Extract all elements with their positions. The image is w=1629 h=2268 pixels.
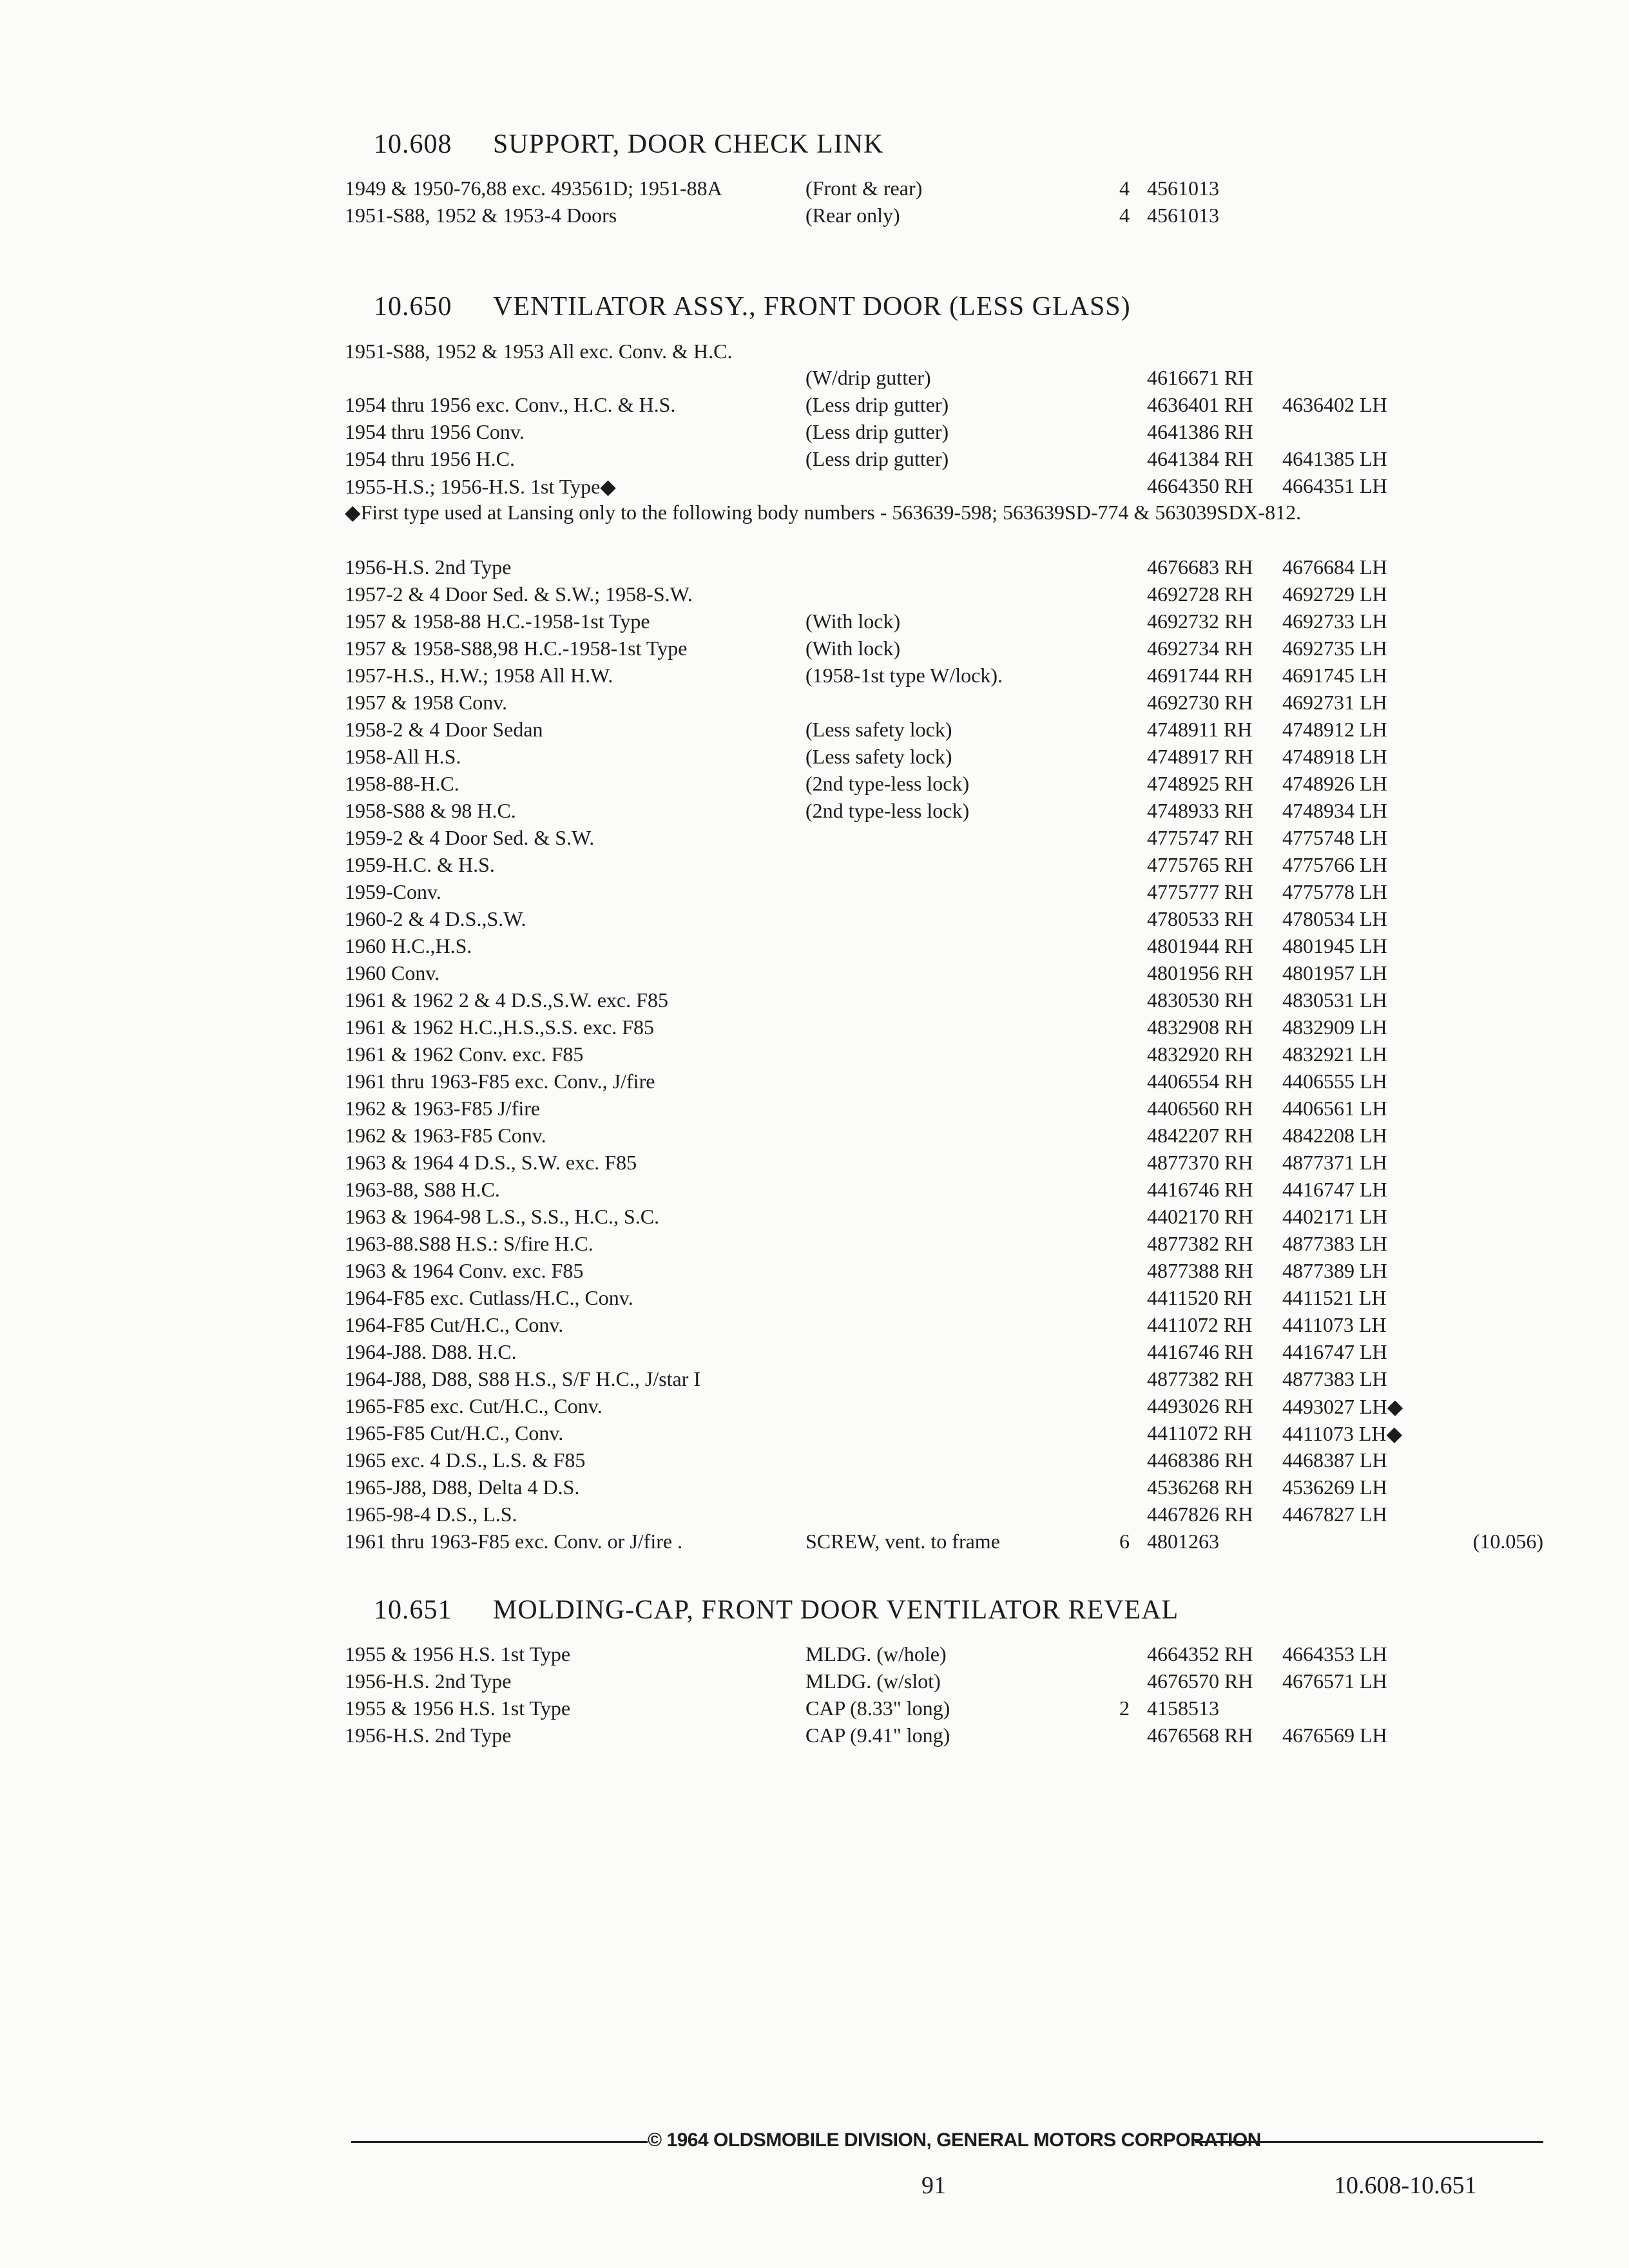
part-number-rh: 4536268 RH (1147, 1475, 1253, 1499)
part-number-lh: 4775748 LH (1282, 826, 1387, 849)
footnote-text: ◆First type used at Lansing only to the following body numbers - 563639-598; 563639SD-774 & 563039SDX-812. (345, 501, 1302, 524)
table-row (345, 1175, 1543, 1202)
table-row (345, 1338, 1543, 1365)
application-cell: 1960 Conv. (345, 961, 440, 985)
application-cell: 1961 & 1962 2 & 4 D.S.,S.W. exc. F85 (345, 988, 668, 1012)
section-heading: VENTILATOR ASSY., FRONT DOOR (LESS GLASS) (493, 292, 1131, 322)
part-number-lh: 4801945 LH (1282, 934, 1387, 957)
part-number-lh: 4536269 LH (1282, 1475, 1387, 1499)
table-row (345, 1040, 1543, 1067)
description-cell: MLDG. (w/slot) (805, 1669, 941, 1693)
part-number-lh: 4877383 LH (1282, 1232, 1387, 1255)
description-cell: (Less drip gutter) (805, 420, 949, 443)
part-number-lh: 4416747 LH (1282, 1340, 1387, 1363)
copyright-text: © 1964 OLDSMOBILE DIVISION, GENERAL MOTORS CORPORATION (648, 2129, 1261, 2151)
table-row (345, 796, 1543, 823)
table-row (345, 1667, 1543, 1694)
description-cell: (With lock) (805, 637, 901, 660)
part-number-rh: 4877382 RH (1147, 1367, 1253, 1390)
part-number-lh: 4877383 LH (1282, 1367, 1387, 1390)
part-number-rh: 4832920 RH (1147, 1043, 1253, 1066)
part-number-rh: 4493026 RH (1147, 1394, 1253, 1418)
description-cell: (Front & rear) (805, 177, 923, 200)
application-cell: 1965-J88, D88, Delta 4 D.S. (345, 1475, 580, 1499)
table-row (345, 201, 1543, 228)
section-number: 10.608 (374, 130, 452, 159)
table-row (345, 1419, 1543, 1446)
part-number-rh: 4406554 RH (1147, 1070, 1253, 1093)
table-row (345, 607, 1543, 634)
table-row (345, 1256, 1543, 1283)
part-number-lh: 4801957 LH (1282, 961, 1387, 985)
application-cell: 1965-98-4 D.S., L.S. (345, 1503, 517, 1526)
part-number-lh: 4692735 LH (1282, 637, 1387, 660)
application-cell: 1959-H.C. & H.S. (345, 853, 495, 876)
description-cell: MLDG. (w/hole) (805, 1642, 947, 1666)
part-number-rh: 4775777 RH (1147, 880, 1253, 903)
part-number-lh: 4467827 LH (1282, 1503, 1387, 1526)
application-cell: 1956-H.S. 2nd Type (345, 1669, 512, 1693)
part-number-rh: 4775765 RH (1147, 853, 1253, 876)
part-number-rh: 4842207 RH (1147, 1124, 1253, 1147)
footer-rule-right (1195, 2141, 1543, 2143)
table-row (345, 986, 1543, 1013)
application-cell: 1960-2 & 4 D.S.,S.W. (345, 907, 526, 930)
application-cell: 1962 & 1963-F85 J/fire (345, 1097, 541, 1120)
quantity-cell: 4 (1119, 204, 1130, 227)
part-number-rh: 4748917 RH (1147, 745, 1253, 768)
part-number-lh: 4748918 LH (1282, 745, 1387, 768)
part-number-rh: 4411072 RH (1147, 1313, 1253, 1336)
part-number-rh: 4691744 RH (1147, 664, 1253, 687)
application-cell: 1963 & 1964 Conv. exc. F85 (345, 1259, 584, 1282)
part-number-rh: 4692728 RH (1147, 582, 1253, 606)
table-row (345, 1694, 1543, 1721)
application-cell: 1956-H.S. 2nd Type (345, 555, 512, 579)
part-number-rh: 4158513 (1147, 1696, 1219, 1720)
part-number-rh: 4692730 RH (1147, 691, 1253, 714)
part-number-lh: 4468387 LH (1282, 1448, 1387, 1472)
table-row (345, 174, 1543, 201)
description-cell: (2nd type-less lock) (805, 772, 970, 795)
section-title (345, 1595, 1543, 1640)
application-cell: 1963 & 1964-98 L.S., S.S., H.C., S.C. (345, 1205, 660, 1228)
part-number-rh: 4411072 RH (1147, 1421, 1253, 1445)
application-cell: 1954 thru 1956 H.C. (345, 447, 515, 470)
application-cell: 1957 & 1958-88 H.C.-1958-1st Type (345, 610, 650, 633)
footnote-row (345, 499, 1543, 553)
section-heading: MOLDING-CAP, FRONT DOOR VENTILATOR REVEAL (493, 1595, 1179, 1625)
part-number-lh: 4842208 LH (1282, 1124, 1387, 1147)
page-section-range: 10.608-10.651 (1334, 2172, 1477, 2199)
part-number-rh: 4692734 RH (1147, 637, 1253, 660)
table-row (345, 1094, 1543, 1121)
part-number-lh: 4411073 LH◆ (1282, 1422, 1403, 1445)
table-row (345, 1283, 1543, 1311)
part-number-lh: 4692731 LH (1282, 691, 1387, 714)
part-number-lh: 4402171 LH (1282, 1205, 1387, 1228)
part-number-lh: 4748912 LH (1282, 718, 1387, 741)
part-number-rh: 4561013 (1147, 204, 1219, 227)
description-cell: (Less drip gutter) (805, 447, 949, 470)
section-number: 10.650 (374, 292, 452, 322)
application-cell: 1965 exc. 4 D.S., L.S. & F85 (345, 1448, 586, 1472)
part-number-rh: 4402170 RH (1147, 1205, 1253, 1228)
application-cell: 1965-F85 Cut/H.C., Conv. (345, 1421, 564, 1445)
part-number-lh: 4692733 LH (1282, 610, 1387, 633)
table-row (345, 553, 1543, 580)
application-cell: 1963-88, S88 H.C. (345, 1178, 500, 1201)
part-number-lh: 4748934 LH (1282, 799, 1387, 822)
table-row (345, 1365, 1543, 1392)
table-row (345, 661, 1543, 688)
table-row (345, 1640, 1543, 1667)
table-row (345, 878, 1543, 905)
part-number-lh: 4636402 LH (1282, 393, 1387, 416)
table-row (345, 715, 1543, 742)
description-cell: (Rear only) (805, 204, 900, 227)
application-cell: 1956-H.S. 2nd Type (345, 1724, 512, 1747)
description-cell: (Less safety lock) (805, 745, 952, 768)
application-cell: 1954 thru 1956 exc. Conv., H.C. & H.S. (345, 393, 676, 416)
part-number-rh: 4801263 (1147, 1530, 1219, 1553)
part-number-lh: 4664351 LH (1282, 474, 1387, 497)
part-number-rh: 4561013 (1147, 177, 1219, 200)
part-number-lh: 4692729 LH (1282, 582, 1387, 606)
table-row (345, 1148, 1543, 1175)
part-number-lh: 4877389 LH (1282, 1259, 1387, 1282)
section-10-608 (345, 129, 1543, 228)
table-row (345, 1013, 1543, 1040)
part-number-lh: 4780534 LH (1282, 907, 1387, 930)
table-row (345, 1392, 1543, 1419)
application-cell: 1962 & 1963-F85 Conv. (345, 1124, 546, 1147)
table-row (345, 932, 1543, 959)
application-cell: 1960 H.C.,H.S. (345, 934, 472, 957)
description-cell: (With lock) (805, 610, 901, 633)
section-10-651 (345, 1595, 1543, 1748)
table-row (345, 1229, 1543, 1256)
part-number-lh: 4691745 LH (1282, 664, 1387, 687)
description-cell: SCREW, vent. to frame (805, 1530, 1000, 1553)
page-number: 91 (921, 2172, 946, 2199)
part-number-rh: 4468386 RH (1147, 1448, 1253, 1472)
application-cell: 1959-Conv. (345, 880, 441, 903)
table-row (345, 1527, 1543, 1554)
table-row (345, 634, 1543, 661)
part-number-lh: 4748926 LH (1282, 772, 1387, 795)
part-number-rh: 4877382 RH (1147, 1232, 1253, 1255)
description-cell: (Less safety lock) (805, 718, 952, 741)
part-number-lh: 4416747 LH (1282, 1178, 1387, 1201)
table-row (345, 1721, 1543, 1748)
part-number-lh: 4676571 LH (1282, 1669, 1387, 1693)
table-row (345, 1311, 1543, 1338)
application-cell: 1955-H.S.; 1956-H.S. 1st Type◆ (345, 475, 616, 498)
table-row (345, 1202, 1543, 1229)
application-cell: 1958-All H.S. (345, 745, 461, 768)
part-number-rh: 4832908 RH (1147, 1015, 1253, 1039)
table-row (345, 959, 1543, 986)
part-number-lh: 4832909 LH (1282, 1015, 1387, 1039)
part-number-rh: 4780533 RH (1147, 907, 1253, 930)
part-number-rh: 4636401 RH (1147, 393, 1253, 416)
application-cell: 1957 & 1958-S88,98 H.C.-1958-1st Type (345, 637, 688, 660)
application-cell: 1957 & 1958 Conv. (345, 691, 508, 714)
part-number-rh: 4641386 RH (1147, 420, 1253, 443)
part-number-rh: 4830530 RH (1147, 988, 1253, 1012)
application-cell: 1963-88.S88 H.S.: S/fire H.C. (345, 1232, 593, 1255)
table-row (345, 1500, 1543, 1527)
table-row (345, 580, 1543, 607)
application-cell: 1951-S88, 1952 & 1953 All exc. Conv. & H.C. (345, 340, 733, 363)
description-cell: (2nd type-less lock) (805, 799, 970, 822)
part-number-rh: 4676568 RH (1147, 1724, 1253, 1747)
table-row (345, 823, 1543, 850)
application-cell: 1954 thru 1956 Conv. (345, 420, 525, 443)
part-number-rh: 4692732 RH (1147, 610, 1253, 633)
table-row (345, 742, 1543, 769)
table-row (345, 1473, 1543, 1500)
part-number-lh: 4877371 LH (1282, 1151, 1387, 1174)
part-number-lh: 4676569 LH (1282, 1724, 1387, 1747)
quantity-cell: 2 (1119, 1696, 1130, 1720)
part-number-lh: 4775766 LH (1282, 853, 1387, 876)
section-title (345, 291, 1543, 336)
part-number-lh: 4641385 LH (1282, 447, 1387, 470)
application-cell: 1965-F85 exc. Cut/H.C., Conv. (345, 1394, 602, 1418)
description-cell: (1958-1st type W/lock). (805, 664, 1003, 687)
application-cell: 1964-F85 exc. Cutlass/H.C., Conv. (345, 1286, 633, 1309)
section-number: 10.651 (374, 1595, 452, 1625)
part-number-lh: 4676684 LH (1282, 555, 1387, 579)
parts-table (345, 1640, 1543, 1748)
part-number-lh: 4406561 LH (1282, 1097, 1387, 1120)
application-cell: 1958-2 & 4 Door Sedan (345, 718, 543, 741)
description-cell: (W/drip gutter) (805, 366, 931, 389)
part-number-rh: 4416746 RH (1147, 1340, 1253, 1363)
application-cell: 1949 & 1950-76,88 exc. 493561D; 1951-88A (345, 177, 722, 200)
part-number-lh: 4832921 LH (1282, 1043, 1387, 1066)
table-row (345, 472, 1543, 499)
application-cell: 1957-2 & 4 Door Sed. & S.W.; 1958-S.W. (345, 582, 693, 606)
quantity-cell: 6 (1119, 1530, 1130, 1553)
section-title (345, 129, 1543, 174)
table-row (345, 905, 1543, 932)
part-number-lh: 4664353 LH (1282, 1642, 1387, 1666)
application-cell: 1958-S88 & 98 H.C. (345, 799, 516, 822)
part-number-rh: 4616671 RH (1147, 366, 1253, 389)
part-number-rh: 4801944 RH (1147, 934, 1253, 957)
part-number-rh: 4467826 RH (1147, 1503, 1253, 1526)
application-cell: 1955 & 1956 H.S. 1st Type (345, 1696, 571, 1720)
application-cell: 1964-J88. D88. H.C. (345, 1340, 517, 1363)
application-cell: 1964-F85 Cut/H.C., Conv. (345, 1313, 564, 1336)
part-number-rh: 4748911 RH (1147, 718, 1253, 741)
application-cell: 1961 thru 1963-F85 exc. Conv. or J/fire . (345, 1530, 683, 1553)
quantity-cell: 4 (1119, 177, 1130, 200)
part-number-rh: 4748925 RH (1147, 772, 1253, 795)
table-row (345, 1446, 1543, 1473)
part-number-rh: 4406560 RH (1147, 1097, 1253, 1120)
table-row (345, 1067, 1543, 1094)
part-number-rh: 4775747 RH (1147, 826, 1253, 849)
description-cell: CAP (8.33" long) (805, 1696, 950, 1720)
application-cell: 1961 & 1962 Conv. exc. F85 (345, 1043, 584, 1066)
footer-copyright-line (351, 2129, 1543, 2155)
application-cell: 1961 thru 1963-F85 exc. Conv., J/fire (345, 1070, 655, 1093)
part-number-lh: 4493027 LH◆ (1282, 1395, 1403, 1418)
part-number-rh: 4748933 RH (1147, 799, 1253, 822)
table-row (345, 769, 1543, 796)
part-number-rh: 4676570 RH (1147, 1669, 1253, 1693)
part-number-rh: 4664352 RH (1147, 1642, 1253, 1666)
parts-table (345, 174, 1543, 228)
table-row (345, 390, 1543, 418)
application-cell: 1955 & 1956 H.S. 1st Type (345, 1642, 571, 1666)
part-number-rh: 4411520 RH (1147, 1286, 1253, 1309)
application-cell: 1964-J88, D88, S88 H.S., S/F H.C., J/star I (345, 1367, 701, 1390)
part-number-rh: 4877388 RH (1147, 1259, 1253, 1282)
parts-table (345, 336, 1543, 1554)
footer-rule-left (351, 2141, 648, 2143)
application-cell: 1957-H.S., H.W.; 1958 All H.W. (345, 664, 613, 687)
reference-cell: (10.056) (1472, 1530, 1543, 1553)
part-number-lh: 4775778 LH (1282, 880, 1387, 903)
table-row (345, 418, 1543, 445)
part-number-rh: 4877370 RH (1147, 1151, 1253, 1174)
description-cell: CAP (9.41" long) (805, 1724, 950, 1747)
part-number-rh: 4801956 RH (1147, 961, 1253, 985)
application-cell: 1959-2 & 4 Door Sed. & S.W. (345, 826, 595, 849)
part-number-lh: 4830531 LH (1282, 988, 1387, 1012)
table-row (345, 1121, 1543, 1148)
application-cell: 1951-S88, 1952 & 1953-4 Doors (345, 204, 617, 227)
part-number-lh: 4411521 LH (1282, 1286, 1387, 1309)
table-row (345, 336, 1543, 390)
part-number-rh: 4676683 RH (1147, 555, 1253, 579)
application-cell: 1963 & 1964 4 D.S., S.W. exc. F85 (345, 1151, 637, 1174)
table-row (345, 445, 1543, 472)
section-heading: SUPPORT, DOOR CHECK LINK (493, 130, 884, 159)
table-row (345, 850, 1543, 878)
part-number-rh: 4416746 RH (1147, 1178, 1253, 1201)
table-row (345, 688, 1543, 715)
part-number-rh: 4664350 RH (1147, 474, 1253, 497)
section-10-650 (345, 291, 1543, 1554)
part-number-rh: 4641384 RH (1147, 447, 1253, 470)
application-cell: 1958-88-H.C. (345, 772, 459, 795)
part-number-lh: 4406555 LH (1282, 1070, 1387, 1093)
description-cell: (Less drip gutter) (805, 393, 949, 416)
application-cell: 1961 & 1962 H.C.,H.S.,S.S. exc. F85 (345, 1015, 655, 1039)
part-number-lh: 4411073 LH (1282, 1313, 1387, 1336)
